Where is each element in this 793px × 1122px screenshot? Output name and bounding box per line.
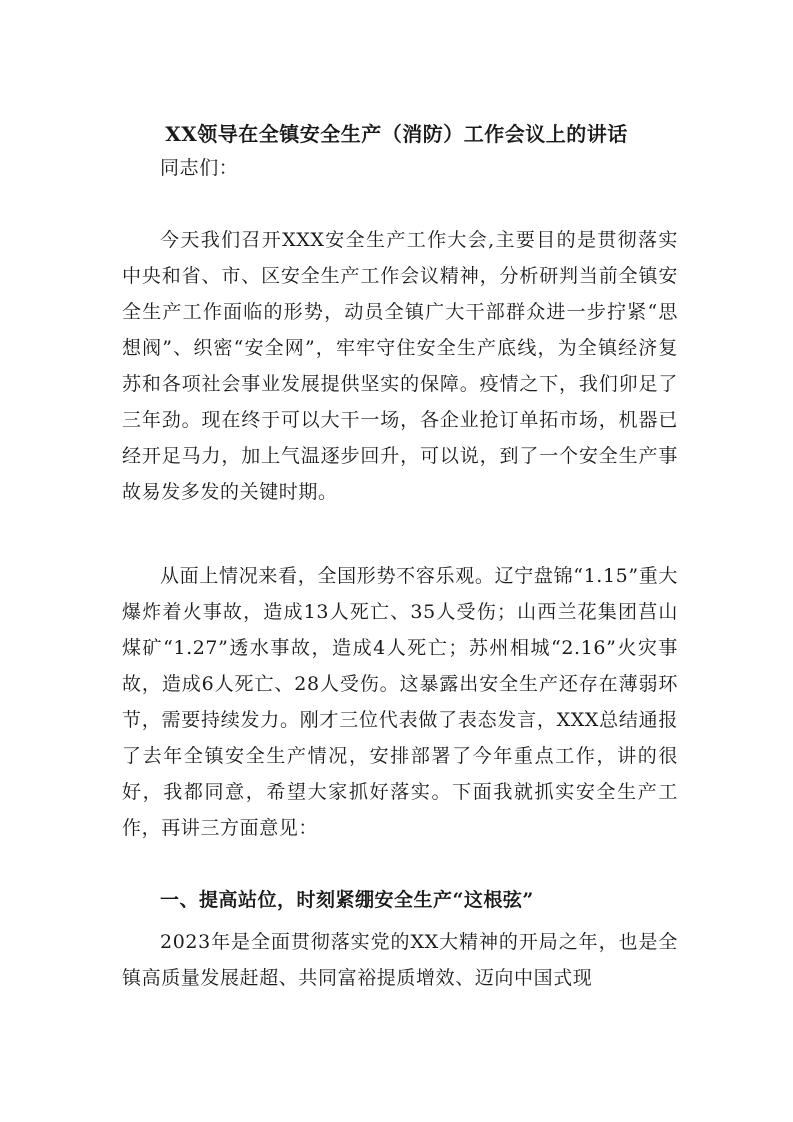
body-paragraph: 从面上情况来看，全国形势不容乐观。辽宁盘锦“1.15”重大爆炸着火事故，造成13人死亡、35人受伤；山西兰花集团莒山煤矿“1.27”透水事故，造成4人死亡；苏州相城“2.16”火灾事故，造成6人死亡、28人受伤。这暴露出安全生产还存在薄弱环节，需要持续发力。刚才三位代表做了表态发言，XXX总结通报了去年全镇安全生产情况，安排部署了今年重点工作，讲的很好，我都同意，希望大家抓好落实。下面我就抓实安全生产工作，再讲三方面意见： <box>122 565 678 839</box>
body-paragraph: 今天我们召开XXX安全生产工作大会,主要目的是贯彻落实中央和省、市、区安全生产工作会议精神，分析研判当前全镇安全生产工作面临的形势，动员全镇广大干部群众进一步拧紧“思想阀”、织密“安全网”，牢牢守住安全生产底线，为全镇经济复苏和各项社会事业发展提供坚实的保障。疫情之下，我们卯足了三年劲。现在终于可以大干一场，各企业抢订单拓市场，机器已经开足马力，加上气温逐步回升，可以说，到了一个安全生产事故易发多发的关键时期。 <box>122 229 678 503</box>
body-paragraph: 2023年是全面贯彻落实党的XX大精神的开局之年，也是全镇高质量发展赶超、共同富裕提质增效、迈向中国式现 <box>122 931 678 989</box>
section-heading: 一、提高站位，时刻紧绷安全生产“这根弦” <box>160 889 534 911</box>
document-title: XX领导在全镇安全生产（消防）工作会议上的讲话 <box>165 122 628 146</box>
greeting: 同志们： <box>160 157 239 179</box>
